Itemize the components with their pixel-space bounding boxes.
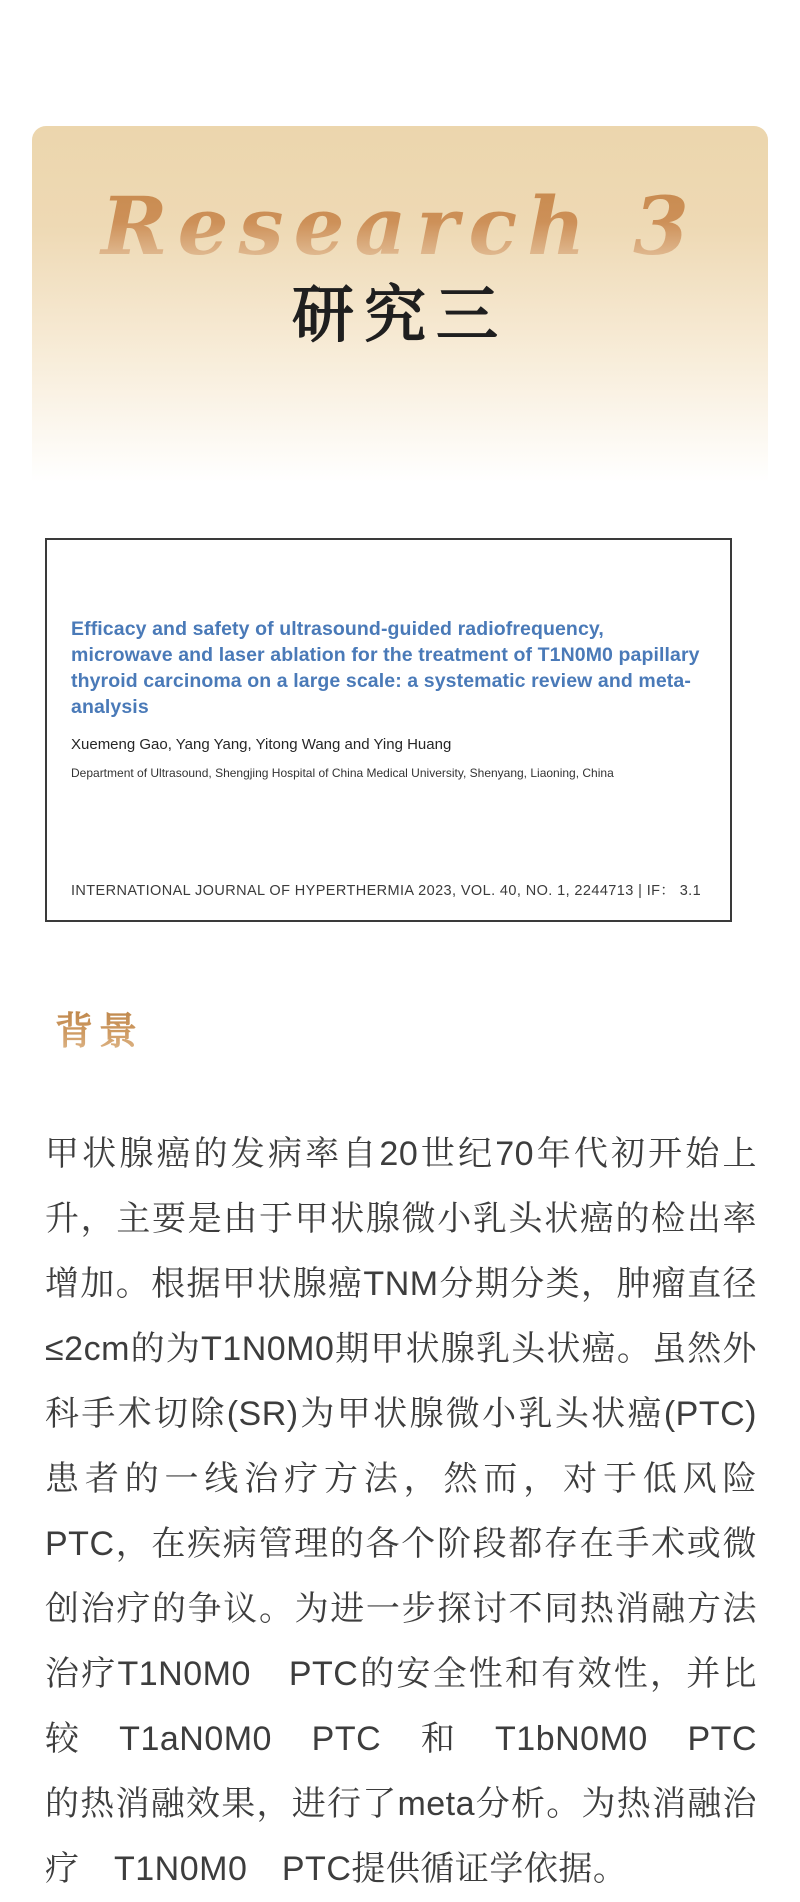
paper-authors: Xuemeng Gao, Yang Yang, Yitong Wang and Ying Huang [71, 736, 452, 753]
paper-card-content [47, 540, 730, 780]
paper-citation-card [45, 538, 732, 922]
background-section-body: 甲状腺癌的发病率自20世纪70年代初开始上升，主要是由于甲状腺微小乳头状癌的检出率增加。根据甲状腺癌TNM分期分类，肿瘤直径≤2cm的为T1N0M0期甲状腺乳头状癌。虽然外科手术切除(SR)为甲状腺微小乳头状癌(PTC)患者的一线治疗方法，然而，对于低风险PTC，在疾病管理的各个阶段都存在手术或微创治疗的争议。为进一步探讨不同热消融方法治疗T1N0M0 PTC的安全性和有效性，并比较 T1aN0M0 PTC 和 T1bN0M0 PTC 的热消融效果，进行了meta分析。为热消融治疗 T1N0M0 PTC提供循证学依据。 [45, 1135, 792, 1888]
paper-journal-line: INTERNATIONAL JOURNAL OF HYPERTHERMIA 2023, VOL. 40, NO. 1, 2244713 | IF： 3.1 [71, 883, 702, 899]
paper-affiliation: Department of Ultrasound, Shengjing Hospital of China Medical University, Shenyang, Liaoning, China [71, 766, 614, 780]
paper-title: Efficacy and safety of ultrasound-guided radiofrequency, microwave and laser ablation for the treatment of T1N0M0 papillary thyroid carcinoma on a large scale: a systematic review and meta-analysis [71, 618, 700, 718]
hero-cn-title: 研究三 [291, 278, 508, 351]
hero-banner [32, 126, 768, 482]
hero-script-title: Research 3 [32, 186, 768, 266]
background-section-heading: 背景 [55, 1008, 144, 1053]
